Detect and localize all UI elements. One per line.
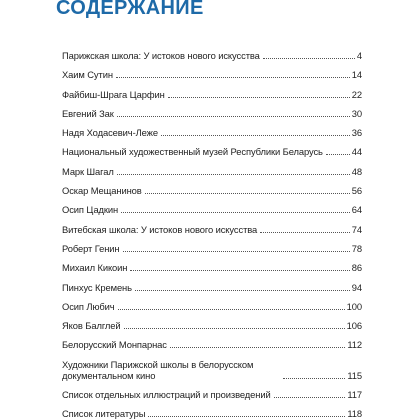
dot-leader (117, 174, 350, 175)
toc-entry-title: Список отдельных иллюстраций и произведений (62, 389, 271, 401)
toc-entry-title: Яков Балглей (62, 320, 121, 332)
toc-entry (62, 359, 362, 381)
toc-entry-title: Файбиш-Шрага Царфин (62, 88, 165, 100)
toc-entry (62, 282, 362, 293)
dot-leader (116, 77, 350, 78)
page-title: СОДЕРЖАНИЕ (56, 0, 204, 19)
toc-entry-page: 100 (346, 300, 362, 312)
toc-entry (62, 320, 362, 331)
toc-entry-page: 64 (351, 204, 362, 216)
dot-leader (263, 58, 355, 59)
dot-leader (260, 232, 350, 233)
dot-leader (118, 309, 345, 310)
toc-entry-page: 112 (347, 339, 362, 351)
dot-leader (145, 193, 350, 194)
toc-entry (62, 408, 362, 419)
table-of-contents (62, 50, 362, 419)
toc-entry-title: Парижская школа: У истоков нового искусства (62, 50, 260, 61)
toc-entry (62, 389, 362, 400)
toc-entry-page: 4 (356, 50, 362, 61)
toc-entry-page: 30 (351, 107, 362, 119)
toc-entry-title: Список литературы (62, 408, 146, 420)
toc-entry-title: Марк Шагал (62, 165, 114, 177)
toc-entry (62, 243, 362, 254)
toc-entry-page: 36 (351, 127, 362, 139)
toc-entry (62, 339, 362, 350)
toc-entry-title: Художники Парижской школы в белорусском документальном кино (62, 358, 254, 381)
toc-entry-title: Витебская школа: У истоков нового искусства (62, 223, 258, 235)
toc-entry (62, 224, 362, 235)
toc-entry (62, 185, 362, 196)
toc-entry (62, 301, 362, 312)
dot-leader (170, 347, 345, 348)
toc-entry-title: Роберт Генин (62, 242, 120, 254)
toc-entry-title: Белорусский Монпарнас (62, 339, 167, 351)
toc-entry-page: 14 (351, 69, 362, 81)
toc-entry-page: 48 (351, 165, 362, 177)
dot-leader (168, 97, 350, 98)
dot-leader (161, 135, 350, 136)
toc-entry-title: Михаил Кикоин (62, 262, 128, 274)
dot-leader (123, 251, 350, 252)
toc-entry-page: 78 (351, 242, 362, 254)
toc-entry (62, 262, 362, 273)
toc-entry (62, 204, 362, 215)
toc-entry (62, 166, 362, 177)
toc-entry-page: 118 (347, 408, 362, 420)
toc-entry-title: Надя Ходасевич-Леже (62, 127, 158, 139)
toc-entry (62, 50, 362, 61)
dot-leader (121, 212, 350, 213)
toc-entry-title: Пинхус Кремень (62, 281, 132, 293)
toc-entry-page: 117 (347, 389, 362, 401)
dot-leader (135, 290, 350, 291)
toc-entry (62, 89, 362, 100)
toc-entry-page: 56 (351, 185, 362, 197)
toc-entry (62, 69, 362, 80)
dot-leader (148, 416, 345, 417)
toc-entry-title: Осип Любич (62, 300, 115, 312)
toc-entry-title: Евгений Зак (62, 107, 114, 119)
dot-leader (124, 328, 345, 329)
toc-entry-page: 115 (347, 369, 362, 381)
toc-entry-page: 86 (351, 262, 362, 274)
dot-leader (130, 270, 349, 271)
dot-leader (326, 154, 350, 155)
toc-entry-page: 106 (346, 320, 362, 332)
toc-entry-title: Осип Цадкин (62, 204, 119, 216)
toc-entry-page: 94 (351, 281, 362, 293)
toc-entry-page: 74 (351, 223, 362, 235)
toc-entry-title: Оскар Мещанинов (62, 185, 142, 197)
dot-leader (274, 397, 346, 398)
dot-leader (117, 116, 350, 117)
toc-entry (62, 127, 362, 138)
toc-entry-title: Национальный художественный музей Республики Беларусь (62, 146, 323, 158)
toc-entry (62, 108, 362, 119)
toc-entry-page: 22 (351, 88, 362, 100)
toc-entry-page: 44 (351, 146, 362, 158)
dot-leader (283, 378, 345, 379)
toc-entry (62, 146, 362, 157)
toc-entry-title: Хаим Сутин (62, 69, 113, 81)
